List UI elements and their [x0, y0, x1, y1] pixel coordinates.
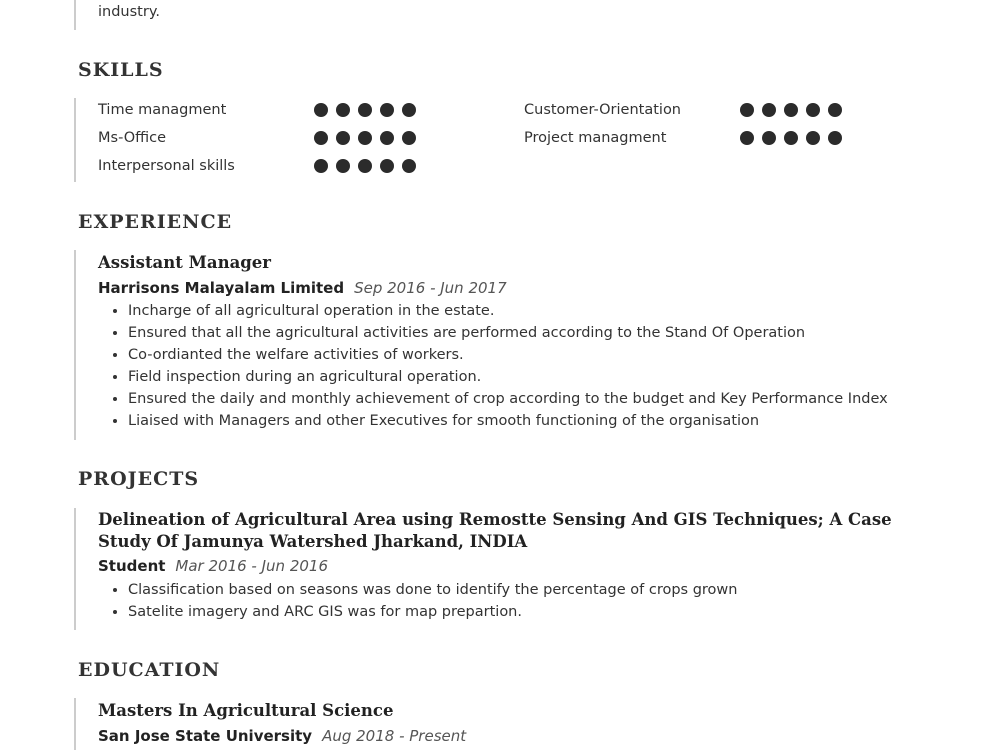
bullet: • Ensured that all the agricultural activities are performed according to the Stand Of Operation — [128, 322, 888, 344]
rating-dot — [358, 131, 372, 145]
experience-bar — [74, 250, 76, 440]
company-name: Harrisons Malayalam Limited — [98, 279, 345, 297]
rating-dot — [358, 159, 372, 173]
skill-name: Ms-Office — [98, 130, 167, 146]
summary-text: industry. — [98, 4, 160, 20]
skill-name: Interpersonal skills — [98, 158, 235, 174]
skill-name: Project managment — [524, 130, 667, 146]
rating-dot — [402, 103, 416, 117]
job-title: Assistant Manager — [98, 253, 271, 272]
bullet: • Incharge of all agricultural operation in the estate. — [128, 300, 888, 322]
project-meta — [98, 555, 328, 577]
rating-dot — [336, 159, 350, 173]
summary-bar — [74, 0, 76, 30]
skill-rating — [314, 96, 416, 124]
rating-dot — [784, 131, 798, 145]
bullet: • Satelite imagery and ARC GIS was for map prepartion. — [128, 601, 737, 623]
rating-dot — [806, 103, 820, 117]
education-meta — [98, 725, 466, 747]
education-heading: EDUCATION — [78, 659, 221, 681]
rating-dot — [336, 131, 350, 145]
skills-heading: SKILLS — [78, 59, 164, 81]
project-title-line1: Delineation of Agricultural Area using Remostte Sensing And GIS Techniques; A Case — [98, 510, 892, 529]
job-bullets — [98, 300, 888, 432]
rating-dot — [380, 131, 394, 145]
job-meta — [98, 277, 507, 299]
degree: Masters In Agricultural Science — [98, 701, 394, 720]
bullet: • Classification based on seasons was done to identify the percentage of crops grown — [128, 579, 737, 601]
rating-dot — [762, 131, 776, 145]
project-role: Student — [98, 557, 166, 575]
projects-bar — [74, 508, 76, 630]
rating-dot — [828, 131, 842, 145]
bullet: • Ensured the daily and monthly achievement of crop according to the budget and Key Performance Index — [128, 388, 888, 410]
rating-dot — [314, 159, 328, 173]
skills-bar — [74, 98, 76, 182]
project-title-line2: Study Of Jamunya Watershed Jharkand, INDIA — [98, 532, 528, 551]
rating-dot — [806, 131, 820, 145]
skill-name: Customer-Orientation — [524, 102, 682, 118]
rating-dot — [762, 103, 776, 117]
job-dates: Sep 2016 - Jun 2017 — [354, 279, 507, 297]
rating-dot — [402, 131, 416, 145]
rating-dot — [314, 103, 328, 117]
rating-dot — [380, 103, 394, 117]
rating-dot — [314, 131, 328, 145]
rating-dot — [358, 103, 372, 117]
projects-heading: PROJECTS — [78, 468, 200, 490]
education-dates: Aug 2018 - Present — [322, 727, 467, 745]
project-dates: Mar 2016 - Jun 2016 — [175, 557, 328, 575]
rating-dot — [402, 159, 416, 173]
rating-dot — [336, 103, 350, 117]
experience-heading: EXPERIENCE — [78, 211, 233, 233]
skill-rating — [740, 124, 842, 152]
skill-name: Time managment — [98, 102, 227, 118]
school-name: San Jose State University — [98, 727, 313, 745]
rating-dot — [784, 103, 798, 117]
bullet: • Field inspection during an agricultural operation. — [128, 366, 888, 388]
rating-dot — [828, 103, 842, 117]
rating-dot — [740, 103, 754, 117]
rating-dot — [740, 131, 754, 145]
bullet: • Liaised with Managers and other Executives for smooth functioning of the organisation — [128, 410, 888, 432]
education-bar — [74, 698, 76, 750]
skill-rating — [740, 96, 842, 124]
bullet: • Co-ordianted the welfare activities of workers. — [128, 344, 888, 366]
project-bullets — [98, 579, 737, 623]
skill-rating — [314, 124, 416, 152]
rating-dot — [380, 159, 394, 173]
skill-rating — [314, 152, 416, 180]
